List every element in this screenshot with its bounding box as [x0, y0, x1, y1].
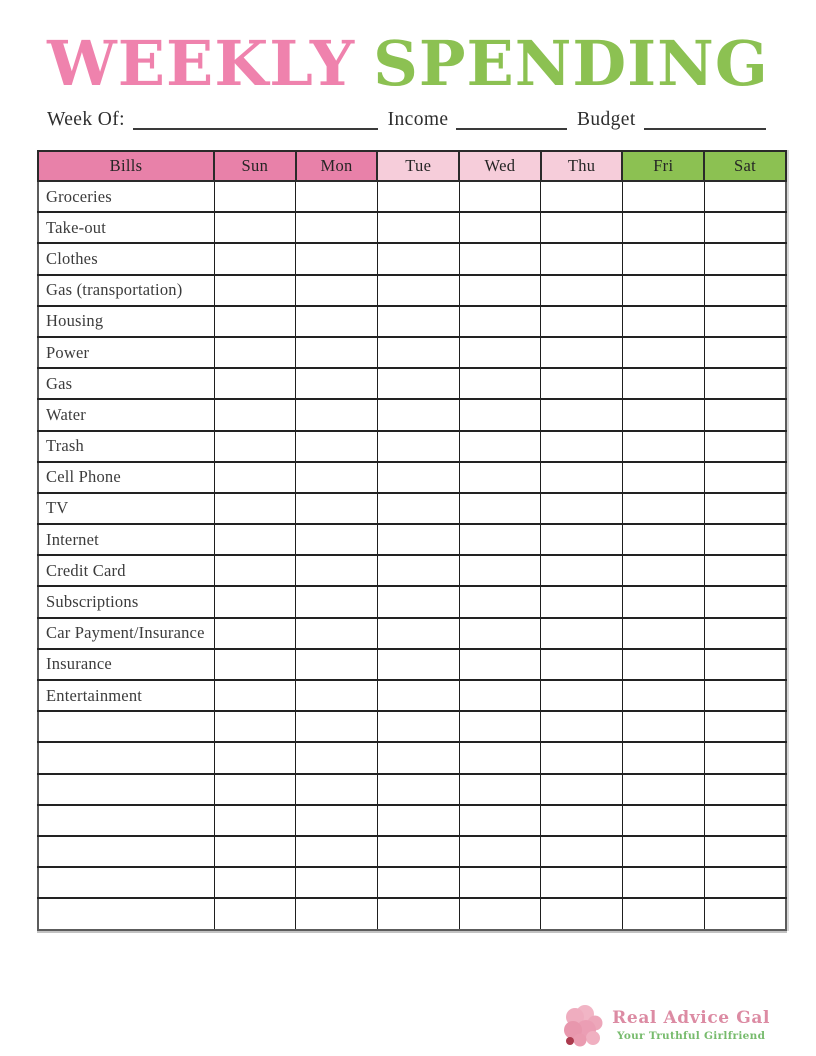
table-row	[38, 836, 786, 867]
amount-cell	[541, 555, 623, 586]
bill-label-cell: Groceries	[38, 181, 214, 212]
table-row	[38, 711, 786, 742]
amount-cell	[704, 275, 786, 306]
amount-cell	[459, 649, 541, 680]
amount-cell	[541, 306, 623, 337]
amount-cell	[622, 462, 704, 493]
empty-bill-label-cell	[38, 836, 214, 867]
amount-cell	[622, 774, 704, 805]
amount-cell	[459, 618, 541, 649]
amount-cell	[296, 337, 378, 368]
table-header	[38, 151, 786, 181]
table-row	[38, 524, 786, 555]
amount-cell	[704, 774, 786, 805]
amount-cell	[541, 243, 623, 274]
amount-cell	[541, 586, 623, 617]
amount-cell	[296, 524, 378, 555]
amount-cell	[541, 805, 623, 836]
table-row	[38, 337, 786, 368]
brand-tagline: Your Truthful Girlfriend	[616, 1029, 766, 1042]
amount-cell	[377, 836, 459, 867]
table-row	[38, 243, 786, 274]
amount-cell	[622, 306, 704, 337]
amount-cell	[622, 431, 704, 462]
column-header-bills: Bills	[38, 151, 214, 181]
bill-label-cell: Gas	[38, 368, 214, 399]
table-row	[38, 680, 786, 711]
amount-cell	[377, 649, 459, 680]
amount-cell	[622, 337, 704, 368]
column-header-mon: Mon	[296, 151, 378, 181]
amount-cell	[214, 399, 296, 430]
table-row	[38, 867, 786, 898]
amount-cell	[377, 867, 459, 898]
spending-table	[37, 150, 787, 931]
amount-cell	[622, 680, 704, 711]
amount-cell	[622, 898, 704, 929]
amount-cell	[622, 181, 704, 212]
amount-cell	[459, 399, 541, 430]
amount-cell	[704, 805, 786, 836]
empty-bill-label-cell	[38, 774, 214, 805]
bill-label-cell: Subscriptions	[38, 586, 214, 617]
amount-cell	[459, 555, 541, 586]
amount-cell	[541, 337, 623, 368]
amount-cell	[704, 306, 786, 337]
amount-cell	[459, 368, 541, 399]
amount-cell	[214, 836, 296, 867]
amount-cell	[541, 462, 623, 493]
amount-cell	[377, 586, 459, 617]
amount-cell	[459, 774, 541, 805]
amount-cell	[541, 742, 623, 773]
income-label: Income	[387, 109, 449, 130]
amount-cell	[704, 524, 786, 555]
amount-cell	[377, 462, 459, 493]
brand-text-block	[612, 1009, 770, 1042]
amount-cell	[377, 243, 459, 274]
amount-cell	[541, 618, 623, 649]
amount-cell	[214, 337, 296, 368]
amount-cell	[377, 212, 459, 243]
budget-blank-line	[644, 124, 766, 130]
amount-cell	[541, 399, 623, 430]
bill-label-cell: Housing	[38, 306, 214, 337]
amount-cell	[541, 867, 623, 898]
header-fields	[47, 109, 766, 132]
amount-cell	[377, 524, 459, 555]
amount-cell	[622, 618, 704, 649]
amount-cell	[541, 774, 623, 805]
amount-cell	[704, 368, 786, 399]
empty-bill-label-cell	[38, 867, 214, 898]
amount-cell	[622, 836, 704, 867]
amount-cell	[541, 212, 623, 243]
amount-cell	[622, 586, 704, 617]
amount-cell	[704, 836, 786, 867]
table-row	[38, 462, 786, 493]
amount-cell	[214, 805, 296, 836]
column-header-sat: Sat	[704, 151, 786, 181]
amount-cell	[541, 898, 623, 929]
amount-cell	[459, 181, 541, 212]
amount-cell	[459, 493, 541, 524]
amount-cell	[704, 399, 786, 430]
amount-cell	[214, 898, 296, 929]
bill-label-cell: Take-out	[38, 212, 214, 243]
amount-cell	[214, 742, 296, 773]
amount-cell	[296, 212, 378, 243]
table-row	[38, 399, 786, 430]
amount-cell	[296, 898, 378, 929]
amount-cell	[622, 711, 704, 742]
table-row	[38, 275, 786, 306]
amount-cell	[296, 836, 378, 867]
amount-cell	[704, 555, 786, 586]
amount-cell	[377, 680, 459, 711]
amount-cell	[214, 462, 296, 493]
amount-cell	[704, 243, 786, 274]
amount-cell	[377, 337, 459, 368]
amount-cell	[214, 867, 296, 898]
amount-cell	[296, 742, 378, 773]
table-body	[38, 181, 786, 930]
bill-label-cell: Car Payment/Insurance	[38, 618, 214, 649]
amount-cell	[459, 212, 541, 243]
amount-cell	[704, 898, 786, 929]
column-header-fri: Fri	[622, 151, 704, 181]
amount-cell	[214, 243, 296, 274]
amount-cell	[214, 306, 296, 337]
column-header-sun: Sun	[214, 151, 296, 181]
amount-cell	[704, 742, 786, 773]
amount-cell	[377, 181, 459, 212]
header-row	[38, 151, 786, 181]
amount-cell	[541, 649, 623, 680]
amount-cell	[622, 742, 704, 773]
brand-footer	[563, 1004, 770, 1047]
week-of-blank-line	[133, 124, 378, 130]
amount-cell	[622, 649, 704, 680]
amount-cell	[377, 431, 459, 462]
amount-cell	[541, 493, 623, 524]
amount-cell	[214, 586, 296, 617]
amount-cell	[622, 368, 704, 399]
bill-label-cell: Power	[38, 337, 214, 368]
amount-cell	[296, 711, 378, 742]
amount-cell	[622, 555, 704, 586]
amount-cell	[377, 805, 459, 836]
amount-cell	[377, 898, 459, 929]
amount-cell	[704, 618, 786, 649]
table-row	[38, 898, 786, 929]
amount-cell	[296, 680, 378, 711]
amount-cell	[214, 431, 296, 462]
table-row	[38, 618, 786, 649]
amount-cell	[214, 774, 296, 805]
amount-cell	[541, 524, 623, 555]
amount-cell	[459, 243, 541, 274]
amount-cell	[704, 711, 786, 742]
amount-cell	[541, 181, 623, 212]
amount-cell	[214, 212, 296, 243]
amount-cell	[622, 243, 704, 274]
amount-cell	[377, 742, 459, 773]
table-row	[38, 586, 786, 617]
column-header-tue: Tue	[377, 151, 459, 181]
amount-cell	[296, 462, 378, 493]
amount-cell	[296, 493, 378, 524]
table-row	[38, 306, 786, 337]
amount-cell	[459, 462, 541, 493]
amount-cell	[377, 399, 459, 430]
amount-cell	[377, 306, 459, 337]
budget-label: Budget	[576, 109, 636, 130]
amount-cell	[459, 898, 541, 929]
amount-cell	[296, 306, 378, 337]
amount-cell	[214, 555, 296, 586]
bill-label-cell: Insurance	[38, 649, 214, 680]
amount-cell	[622, 275, 704, 306]
title-spending: SPENDING	[373, 27, 769, 100]
amount-cell	[541, 711, 623, 742]
amount-cell	[296, 243, 378, 274]
amount-cell	[704, 586, 786, 617]
amount-cell	[296, 649, 378, 680]
column-header-thu: Thu	[541, 151, 623, 181]
amount-cell	[459, 431, 541, 462]
bill-label-cell: Trash	[38, 431, 214, 462]
amount-cell	[622, 399, 704, 430]
amount-cell	[459, 524, 541, 555]
amount-cell	[622, 524, 704, 555]
amount-cell	[459, 680, 541, 711]
table-row	[38, 368, 786, 399]
amount-cell	[296, 774, 378, 805]
empty-bill-label-cell	[38, 742, 214, 773]
amount-cell	[296, 368, 378, 399]
amount-cell	[377, 711, 459, 742]
amount-cell	[377, 555, 459, 586]
amount-cell	[622, 212, 704, 243]
amount-cell	[541, 836, 623, 867]
amount-cell	[377, 618, 459, 649]
amount-cell	[541, 431, 623, 462]
amount-cell	[622, 867, 704, 898]
amount-cell	[459, 306, 541, 337]
amount-cell	[704, 680, 786, 711]
empty-bill-label-cell	[38, 805, 214, 836]
bill-label-cell: Clothes	[38, 243, 214, 274]
week-of-label: Week Of:	[47, 109, 125, 130]
amount-cell	[214, 275, 296, 306]
page-title	[0, 27, 816, 100]
amount-cell	[377, 368, 459, 399]
amount-cell	[296, 181, 378, 212]
column-header-wed: Wed	[459, 151, 541, 181]
amount-cell	[459, 586, 541, 617]
amount-cell	[704, 181, 786, 212]
flower-icon	[563, 1004, 603, 1047]
table-row	[38, 649, 786, 680]
table-row	[38, 805, 786, 836]
amount-cell	[296, 586, 378, 617]
amount-cell	[214, 181, 296, 212]
bill-label-cell: Cell Phone	[38, 462, 214, 493]
table-row	[38, 431, 786, 462]
amount-cell	[704, 649, 786, 680]
bill-label-cell: Internet	[38, 524, 214, 555]
amount-cell	[214, 493, 296, 524]
amount-cell	[214, 680, 296, 711]
amount-cell	[214, 649, 296, 680]
table-row	[38, 774, 786, 805]
amount-cell	[377, 774, 459, 805]
amount-cell	[296, 275, 378, 306]
amount-cell	[296, 399, 378, 430]
empty-bill-label-cell	[38, 898, 214, 929]
amount-cell	[296, 618, 378, 649]
brand-name: Real Advice Gal	[612, 1008, 770, 1029]
amount-cell	[214, 524, 296, 555]
amount-cell	[459, 742, 541, 773]
amount-cell	[704, 493, 786, 524]
amount-cell	[704, 431, 786, 462]
title-weekly: WEEKLY	[47, 27, 356, 100]
amount-cell	[704, 212, 786, 243]
amount-cell	[459, 867, 541, 898]
amount-cell	[296, 555, 378, 586]
amount-cell	[296, 867, 378, 898]
empty-bill-label-cell	[38, 711, 214, 742]
bill-label-cell: Credit Card	[38, 555, 214, 586]
table-row	[38, 493, 786, 524]
bill-label-cell: Entertainment	[38, 680, 214, 711]
table-row	[38, 555, 786, 586]
amount-cell	[214, 368, 296, 399]
amount-cell	[377, 493, 459, 524]
amount-cell	[622, 805, 704, 836]
table-row	[38, 742, 786, 773]
income-blank-line	[456, 124, 566, 130]
table-row	[38, 212, 786, 243]
bill-label-cell: Water	[38, 399, 214, 430]
amount-cell	[459, 836, 541, 867]
amount-cell	[214, 618, 296, 649]
amount-cell	[459, 711, 541, 742]
amount-cell	[214, 711, 296, 742]
amount-cell	[377, 275, 459, 306]
table-row	[38, 181, 786, 212]
amount-cell	[704, 867, 786, 898]
amount-cell	[541, 680, 623, 711]
amount-cell	[541, 368, 623, 399]
amount-cell	[296, 805, 378, 836]
amount-cell	[704, 462, 786, 493]
amount-cell	[459, 275, 541, 306]
amount-cell	[459, 337, 541, 368]
amount-cell	[704, 337, 786, 368]
bill-label-cell: Gas (transportation)	[38, 275, 214, 306]
amount-cell	[459, 805, 541, 836]
amount-cell	[622, 493, 704, 524]
bill-label-cell: TV	[38, 493, 214, 524]
amount-cell	[541, 275, 623, 306]
amount-cell	[296, 431, 378, 462]
